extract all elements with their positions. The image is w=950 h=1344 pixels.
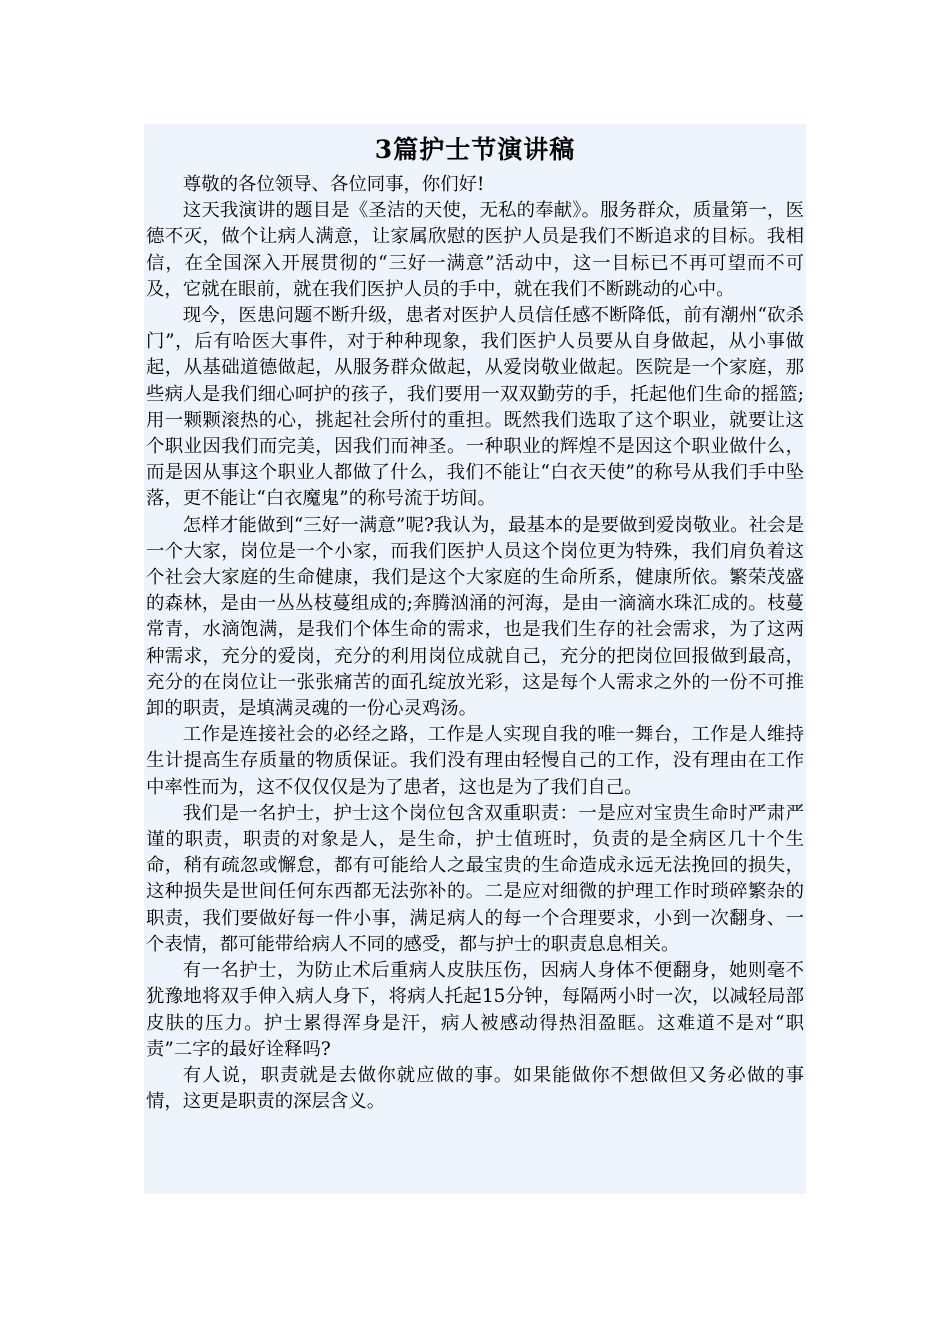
paragraph-dedication: 怎样才能做到“三好一满意”呢?我认为，最基本的是要做到爱岗敬业。社会是一个大家，岗位是一个小家，而我们医护人员这个岗位更为特殊，我们肩负着这个社会大家庭的生命健康，我们是这个大家庭的生命所系，健康所依。繁荣茂盛的森林，是由一丛丛枝蔓组成的;奔腾汹涌的河海，是由一滴滴水珠汇成的。枝蔓常青，水滴饱满，是我们个体生命的需求，也是我们生存的社会需求，为了这两种需求，充分的爱岗，充分的利用岗位成就自己，充分的把岗位回报做到最高，充分的在岗位让一张张痛苦的面孔绽放光彩，这是每个人需求之外的一份不可推卸的职责，是填满灵魂的一份心灵鸡汤。 — [146, 514, 804, 720]
document-title: 3篇护士节演讲稿 — [374, 135, 576, 164]
paragraph-greeting: 尊敬的各位领导、各位同事，你们好! — [182, 174, 485, 195]
document-body — [144, 172, 806, 1115]
paragraph-conclusion: 有人说，职责就是去做你就应做的事。如果能做你不想做但又务必做的事情，这更是职责的深层含义。 — [146, 1064, 804, 1113]
paragraph-example: 有一名护士，为防止术后重病人皮肤压伤，因病人身体不便翻身，她则毫不犹豫地将双手伸入病人身下，将病人托起15分钟，每隔两小时一次，以减轻局部皮肤的压力。护士累得浑身是汗，病人被感动得热泪盈眶。这难道不是对“职责”二字的最好诠释吗? — [146, 960, 804, 1060]
paragraph-topic: 这天我演讲的题目是《圣洁的天使，无私的奉献》。服务群众，质量第一，医德不灭，做个让病人满意，让家属欣慰的医护人员是我们不断追求的目标。我相信，在全国深入开展贯彻的“三好一满意”活动中，这一目标已不再可望而不可及，它就在眼前，就在我们医护人员的手中，就在我们不断跳动的心中。 — [146, 200, 804, 300]
document-page — [144, 124, 806, 1194]
paragraph-nurse-duties: 我们是一名护士，护士这个岗位包含双重职责：一是应对宝贵生命时严肃严谨的职责，职责的对象是人，是生命，护士值班时，负责的是全病区几十个生命，稍有疏忽或懈怠，都有可能给人之最宝贵的生命造成永远无法挽回的损失，这种损失是世间任何东西都无法弥补的。二是应对细微的护理工作时琐碎繁杂的职责，我们要做好每一件小事，满足病人的每一个合理要求，小到一次翻身、一个表情，都可能带给病人不同的感受，都与护士的职责息息相关。 — [146, 802, 804, 955]
paragraph-work: 工作是连接社会的必经之路，工作是人实现自我的唯一舞台，工作是人维持生计提高生存质量的物质保证。我们没有理由轻慢自己的工作，没有理由在工作中率性而为，这不仅仅仅是为了患者，这也是为了我们自己。 — [146, 724, 804, 798]
paragraph-current-situation: 现今，医患问题不断升级，患者对医护人员信任感不断降低，前有潮州“砍杀门”，后有哈医大事件，对于种种现象，我们医护人员要从自身做起，从小事做起，从基础道德做起，从服务群众做起，从爱岗敬业做起。医院是一个家庭，那些病人是我们细心呵护的孩子，我们要用一双双勤劳的手，托起他们生命的摇篮;用一颗颗滚热的心，挑起社会所付的重担。既然我们选取了这个职业，就要让这个职业因我们而完美，因我们而神圣。一种职业的辉煌不是因这个职业做什么，而是因从事这个职业人都做了什么，我们不能让“白衣天使”的称号从我们手中坠落，更不能让“白衣魔鬼”的称号流于坊间。 — [146, 305, 804, 510]
